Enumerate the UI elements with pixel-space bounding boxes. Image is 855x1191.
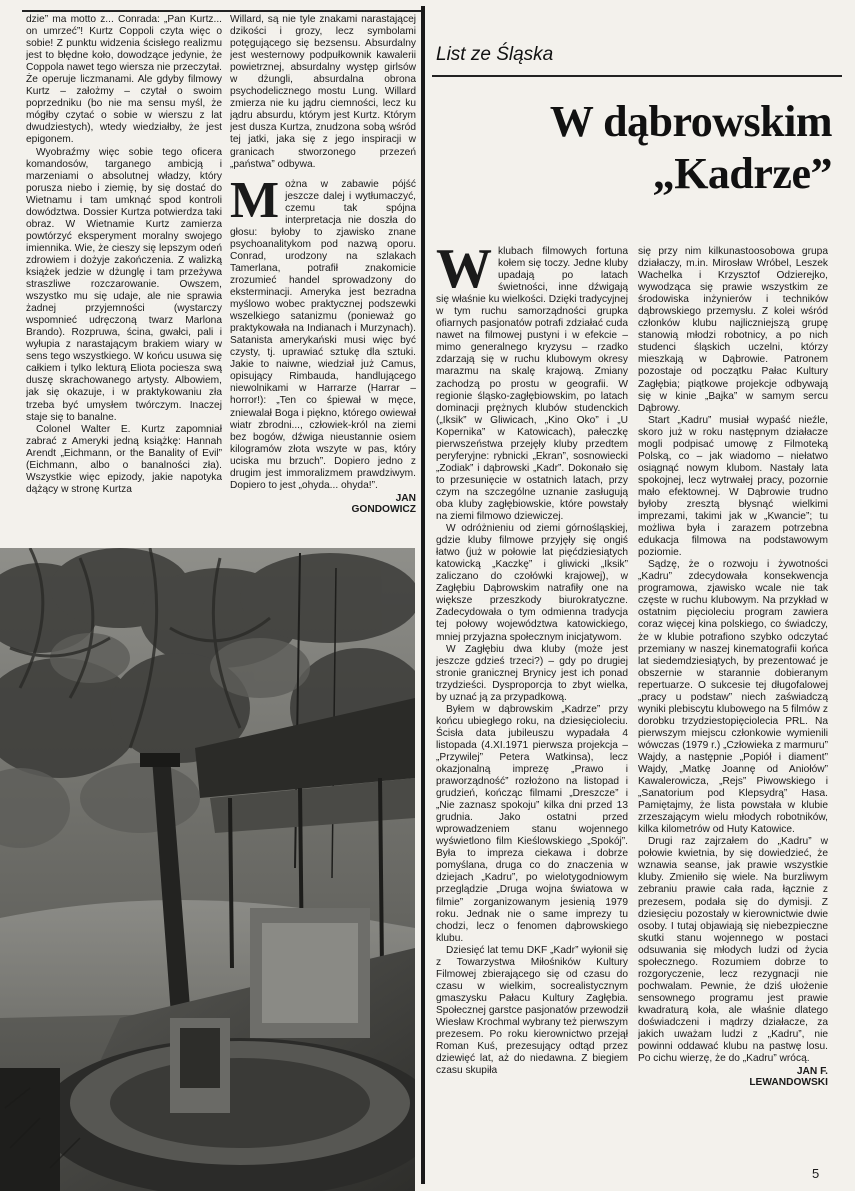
right-col1-paragraph: klubach filmowych fortuna kołem się toczy. Jedne kluby upadają po latach świetności, inne dźwigają się właśnie ku wielkości. Dzięki tradycyjnej w tym ruchu samorządności grupka ofiarnych pasjonatów potrafi zdziałać cuda nawet na filmowej pustyni i w efekcie – mimo generalnego kryzysu – rzadko zdarzają się w ruchu klubowym okresy marazmu na skalę krajową. Zmiany zachodzą po prostu w geografii. W regionie śląsko-zagłębiowskim, po latach dominacji prężnych klubów studenckich („Iksik” w Gliwicach, „Kino Oko” i „U Kopernika” w Katowicach), pałeczkę pierwszeństwa przejęły kluby przedtem peryferyjne: rybnicki „Ekran”, sosnowiecki „Zodiak” i dąbrowski „Kadr”. Dokonało się to przesunięcie w ostatnich latach, przy czym na szczególne uznanie zasługują oba kluby zagłębiowskie, które powstały na ziemi filmowo dziewiczej.: [436, 246, 628, 523]
left-article-column-2: [230, 14, 416, 536]
right-col2-paragraph: Start „Kadru” musiał wypaść nieźle, skoro już w roku następnym działacze mogli podpisać umowę z Filmoteką Polską, co – jak wiadomo – niełatwo osiągnąć nowym klubom. Nastały lata spokojnej, lecz wytrwałej pracy, pozornie mało efektownej. W Dąbrowie trudno byłoby zresztą błysnąć wielkimi imprezami, takimi jak w „Kwancie”; tu możliwa była i zarazem potrzebna edukacja filmowa na podstawowym poziomie.: [638, 414, 828, 559]
headline-line: „Kadrze”: [652, 149, 832, 198]
column-divider: [421, 6, 425, 1184]
right-col1-paragraph: Dziesięć lat temu DKF „Kadr” wyłonił się z Towarzystwa Miłośników Kultury Filmowej zbierającego się od czasu do czasu w wielkim, socrealistycznym gmaszysku Pałacu Kultury Zagłębia. Społecznej garstce pasjonatów przewodził Wiesław Krochmal wybrany też pierwszym prezesem. Po roku kierownictwo przejął Roman Kuś, prezesujący odtąd przez dziewięć lat, aż do niedawna. Z biegiem czasu skupiła: [436, 944, 628, 1077]
right-col1-paragraph: W odróżnieniu od ziemi górnośląskiej, gdzie kluby filmowe przyjęły się ongiś łatwo (już w połowie lat pięćdziesiątych katowicką „Kaczkę” i gliwicki „Iksik” zaliczano do czołówki krajowej), w Zagłębiu Dąbrowskim natrafiły one na większe przeszkody biurokratyczne. Zadecydowała o tym odmienna tradycja tej połowy województwa katowickiego, mniej przyjazna społecznym inicjatywom.: [436, 523, 628, 643]
section-rule: [432, 75, 842, 77]
left-col2-paragraph: ożna w zabawie pójść jeszcze dalej i wytłumaczyć, czemu tak spójna interpretacja nie doszła do głosu: byłoby to zjawisko znane psychoanalitykom pod nazwą oporu. Conrad, urodzony na szlakach Tamerlana, potrafił znakomicie zrozumieć handel sprowadzony do eksterminacji. Ameryka jest bezradna myślowo wobec praktycznej podszewki wszelkiego satanizmu (ponieważ go praktykowała na Indianach i Murzynach). Satanista amerykański musi więc być czysty, tj. uprawiać sztukę dla sztuki. Jakie to naiwne, wiedział już Camus, opisujący Rimbauda, handlującego niewolnikami w Harrarze (Harrar – horror!): „Ten co śpiewał w męce, zniewalał Boga i piękno, którego owiewał wiatr zbrodni..., człowiek-król na ziemi bez bogów, dźwiga nieustannie osiem kilogramów złota wszyte w pas, który uciska mu brzuch”. Dopiero jedno z drugim jest immoralizmem prawdziwym. Dopiero to jest „ohyda... ohyda!”.: [230, 178, 416, 491]
author-signature-lewandowski: [638, 1066, 828, 1088]
article-headline: [432, 96, 832, 200]
drop-cap-w: W: [436, 246, 492, 300]
page-number: 5: [812, 1166, 820, 1181]
left-col2-second-part: [230, 171, 416, 492]
right-col2-paragraph: Drugi raz zajrzałem do „Kadru” w połowie kwietnia, by się dowiedzieć, że wznawia seanse, jak prawie wszystkie kluby. Zmieniło się wiele. Na burzliwym zebraniu prawie cała rada, łącznie z prezesem, podała się do dymisji. Z dziesięciu pozostały w kierownictwie dwie osoby. I tutaj objawiają się niebezpieczne skutki stanu wojennego w postaci odsuwania się młodych ludzi od życia społecznego. Rozumiem dobrze to rozgoryczenie, lecz rezygnacji nie pochwalam. Pewnie, że dziś ułożenie sensownego programu jest prawie kwadraturą koła, ale właśnie dlatego doświadczeni i mądrzy działacze, za jakich uważam ludzi z „Kadru”, nie powinni oddawać klubu na pastwę losu. Po cichu wierzę, że do „Kadru” wrócą.: [638, 836, 828, 1065]
headline-line: W dąbrowskim: [549, 97, 832, 146]
right-article-column-1: [436, 246, 628, 1176]
signature-line: JAN: [395, 492, 416, 504]
article-photo-tank-jungle: [0, 548, 415, 1191]
right-col2-paragraph: się przy nim kilkunastoosobowa grupa działaczy, m.in. Mirosław Wróbel, Leszek Wachelka i Krzysztof Odzierejko, wywodząca się prawie wszystkim ze środowiska inżynierów i techników dąbrowskiego przemysłu. Z kolei wśród członków klubu najliczniejszą grupę stanowią młodzi robotnicy, a po nich studenci śląskich uczelni, którzy mieszkają w Dąbrowie. Patronem pozostaje od początku Pałac Kultury Zagłębia; piątkowe projekcje odbywają się w kinie „Bajka” w samym sercu Dąbrowy.: [638, 246, 828, 414]
left-col2-paragraph: Willard, są nie tyle znakami narastającej dzikości i grozy, lecz symbolami potęgującego się bezsensu. Absurdalny jest westernowy podpułkownik kawalerii powietrznej, absurdalny występ girlsów w dżungli, absurdalna obrona psychodelicznego mostu Lung. Willard zmierza nie ku jądru ciemności, lecz ku jądru absurdu, którym jest Kurtz. Którym jest dusza Kurtza, znudzona sobą wśród tej jatki, jaka się z jego inspiracji w granicach stworzonego przezeń „państwa” odbywa.: [230, 14, 416, 170]
author-signature-gondowicz: [230, 493, 416, 515]
drop-cap-m: M: [230, 171, 280, 229]
signature-line: JAN F.: [796, 1066, 828, 1078]
right-col1-paragraph: Byłem w dąbrowskim „Kadrze” przy końcu ubiegłego roku, na dziesięcioleciu. Ścisła data jubileuszu wypadała 4 listopada (4.XI.1971 pierwsza projekcja – „Przywilej” Petera Watkinsa), lecz okazjonalną imprezę „Prawo i praworządność” rozłożono na listopad i grudzień, kończąc filmami „Dreszcze” i „Nie zaznasz spokoju” kilka dni przed 13 grudnia. Jako ostatni przed wprowadzeniem stanu wojennego wyświetlono film Kieślowskiego „Spokój”. Była to impreza ciekawa i dobrze pomyślana, druga co do znaczenia w dziejach „Kadru”, po wielotygodniowym przeglądzie „Druga wojna światowa w filmie” zorganizowanym jesienią 1979 roku. Jednak nie o same imprezy tu chodzi, lecz o fenomen dąbrowskiego klubu.: [436, 703, 628, 944]
left-article-column-1: [26, 14, 222, 536]
right-col2-paragraph: Sądzę, że o rozwoju i żywotności „Kadru” zdecydowała konsekwencja programowa, zjawisko wcale nie tak częste w ruchu klubowym. Na przykład w ostatnim pięcioleciu program zawiera coraz więcej kina polskiego, co świadczy, że w klubie potrafiono szybko odczytać przemiany w naszej kinematografii końca lat siedemdziesiątych, by prezentować je obszernie w starannie dobieranym repertuarze. O sukcesie tej długofalowej „pracy u podstaw” niech zaświadczą wyniki plebiscytu klubowego na 5 filmów z dorobku trzydziestopięciolecia PRL. Na pierwszym miejscu członkowie wymienili wówczas (1979 r.) „Człowieka z marmuru” Wajdy, a następnie „Popiół i diament” Wajdy, „Matkę Joannę od Aniołów” Kawalerowicza, „Rejs” Piwowskiego i „Sanatorium pod Klepsydrą” Hasa. Pamiętajmy, że lista powstała w klubie zrzeszającym wielu młodych robotników, kilka kilometrów od Huty Katowice.: [638, 559, 828, 836]
left-col1-paragraph: Colonel Walter E. Kurtz zapomniał zabrać z Ameryki jedną książkę: Hannah Arendt „Eichmann, or the Banality of Evil” (Eichmann, albo o banalności zła). Wszystkie więc epizody, jakie napotyka dążący w stronę Kurtza: [26, 423, 222, 495]
left-col1-paragraph: dzie” ma motto z... Conrada: „Pan Kurtz... on umrzeć”! Kurtz Coppoli czyta więc o sobie! Z punktu widzenia ścisłego realizmu jest to błędne koło, dowodzące jedynie, że Coppola nawet tego wiersza nie przeczytał. Że operuje liczmanami. Ale gdyby filmowy Kurtz – założmy – czytał o swoim poprzedniku (bo nie ma sensu myśl, że mógłby czytać o sobie w wierszu z lat dwudziestych), wtedy wiedziałby, że jest epigonem.: [26, 14, 222, 146]
signature-line: LEWANDOWSKI: [749, 1077, 828, 1089]
photo-illustration: [0, 548, 415, 1191]
top-rule: [22, 10, 422, 12]
signature-line: GONDOWICZ: [351, 503, 416, 515]
section-label: List ze Śląska: [436, 44, 554, 65]
left-col1-paragraph: Wyobraźmy więc sobie tego oficera komandosów, targanego ambicją i marzeniami o absolutnej władzy, który porusza niebo i ziemię, by się dostać do Wietnamu i tam umknąć spod kontroli dowództwa. Dossier Kurtza potwierdza taki obraz. W Wietnamie Kurtz zamierza powtórzyć eksperyment moralny swojego imiennika. Wie, że cieszy się lepszym odeń zdrowiem i dożyje zakończenia. Z walizką książek jedzie w dżunglę i tam przeżywa straszliwe rozczarowanie. Owszem, wszystko mu się udaje, ale nie sprawia żadnej przyjemności (wystarczy wspomnieć udręczoną twarz Marlona Brando). Rozpruwa, ścina, gwałci, pali i wyłupia z narastającym brakiem wiary w sens tego wszystkiego. W końcu usuwa się całkiem i tylko lekturą Eliota pociesza swą duszę skrachowanego artysty. Albowiem, jak się okazuje, i w praktykowaniu zła trzeba być umysłem twórczym. Inaczej staje się to banalne.: [26, 146, 222, 423]
right-article-column-2: [638, 246, 828, 1176]
right-col1-paragraph: W Zagłębiu dwa kluby (może jest jeszcze gdzieś trzeci?) – gdy po drugiej stronie granicznej Brynicy jest ich ponad trzydzieści. Dysproporcja to zbyt wielka, by uznać ją za przypadkową.: [436, 643, 628, 703]
